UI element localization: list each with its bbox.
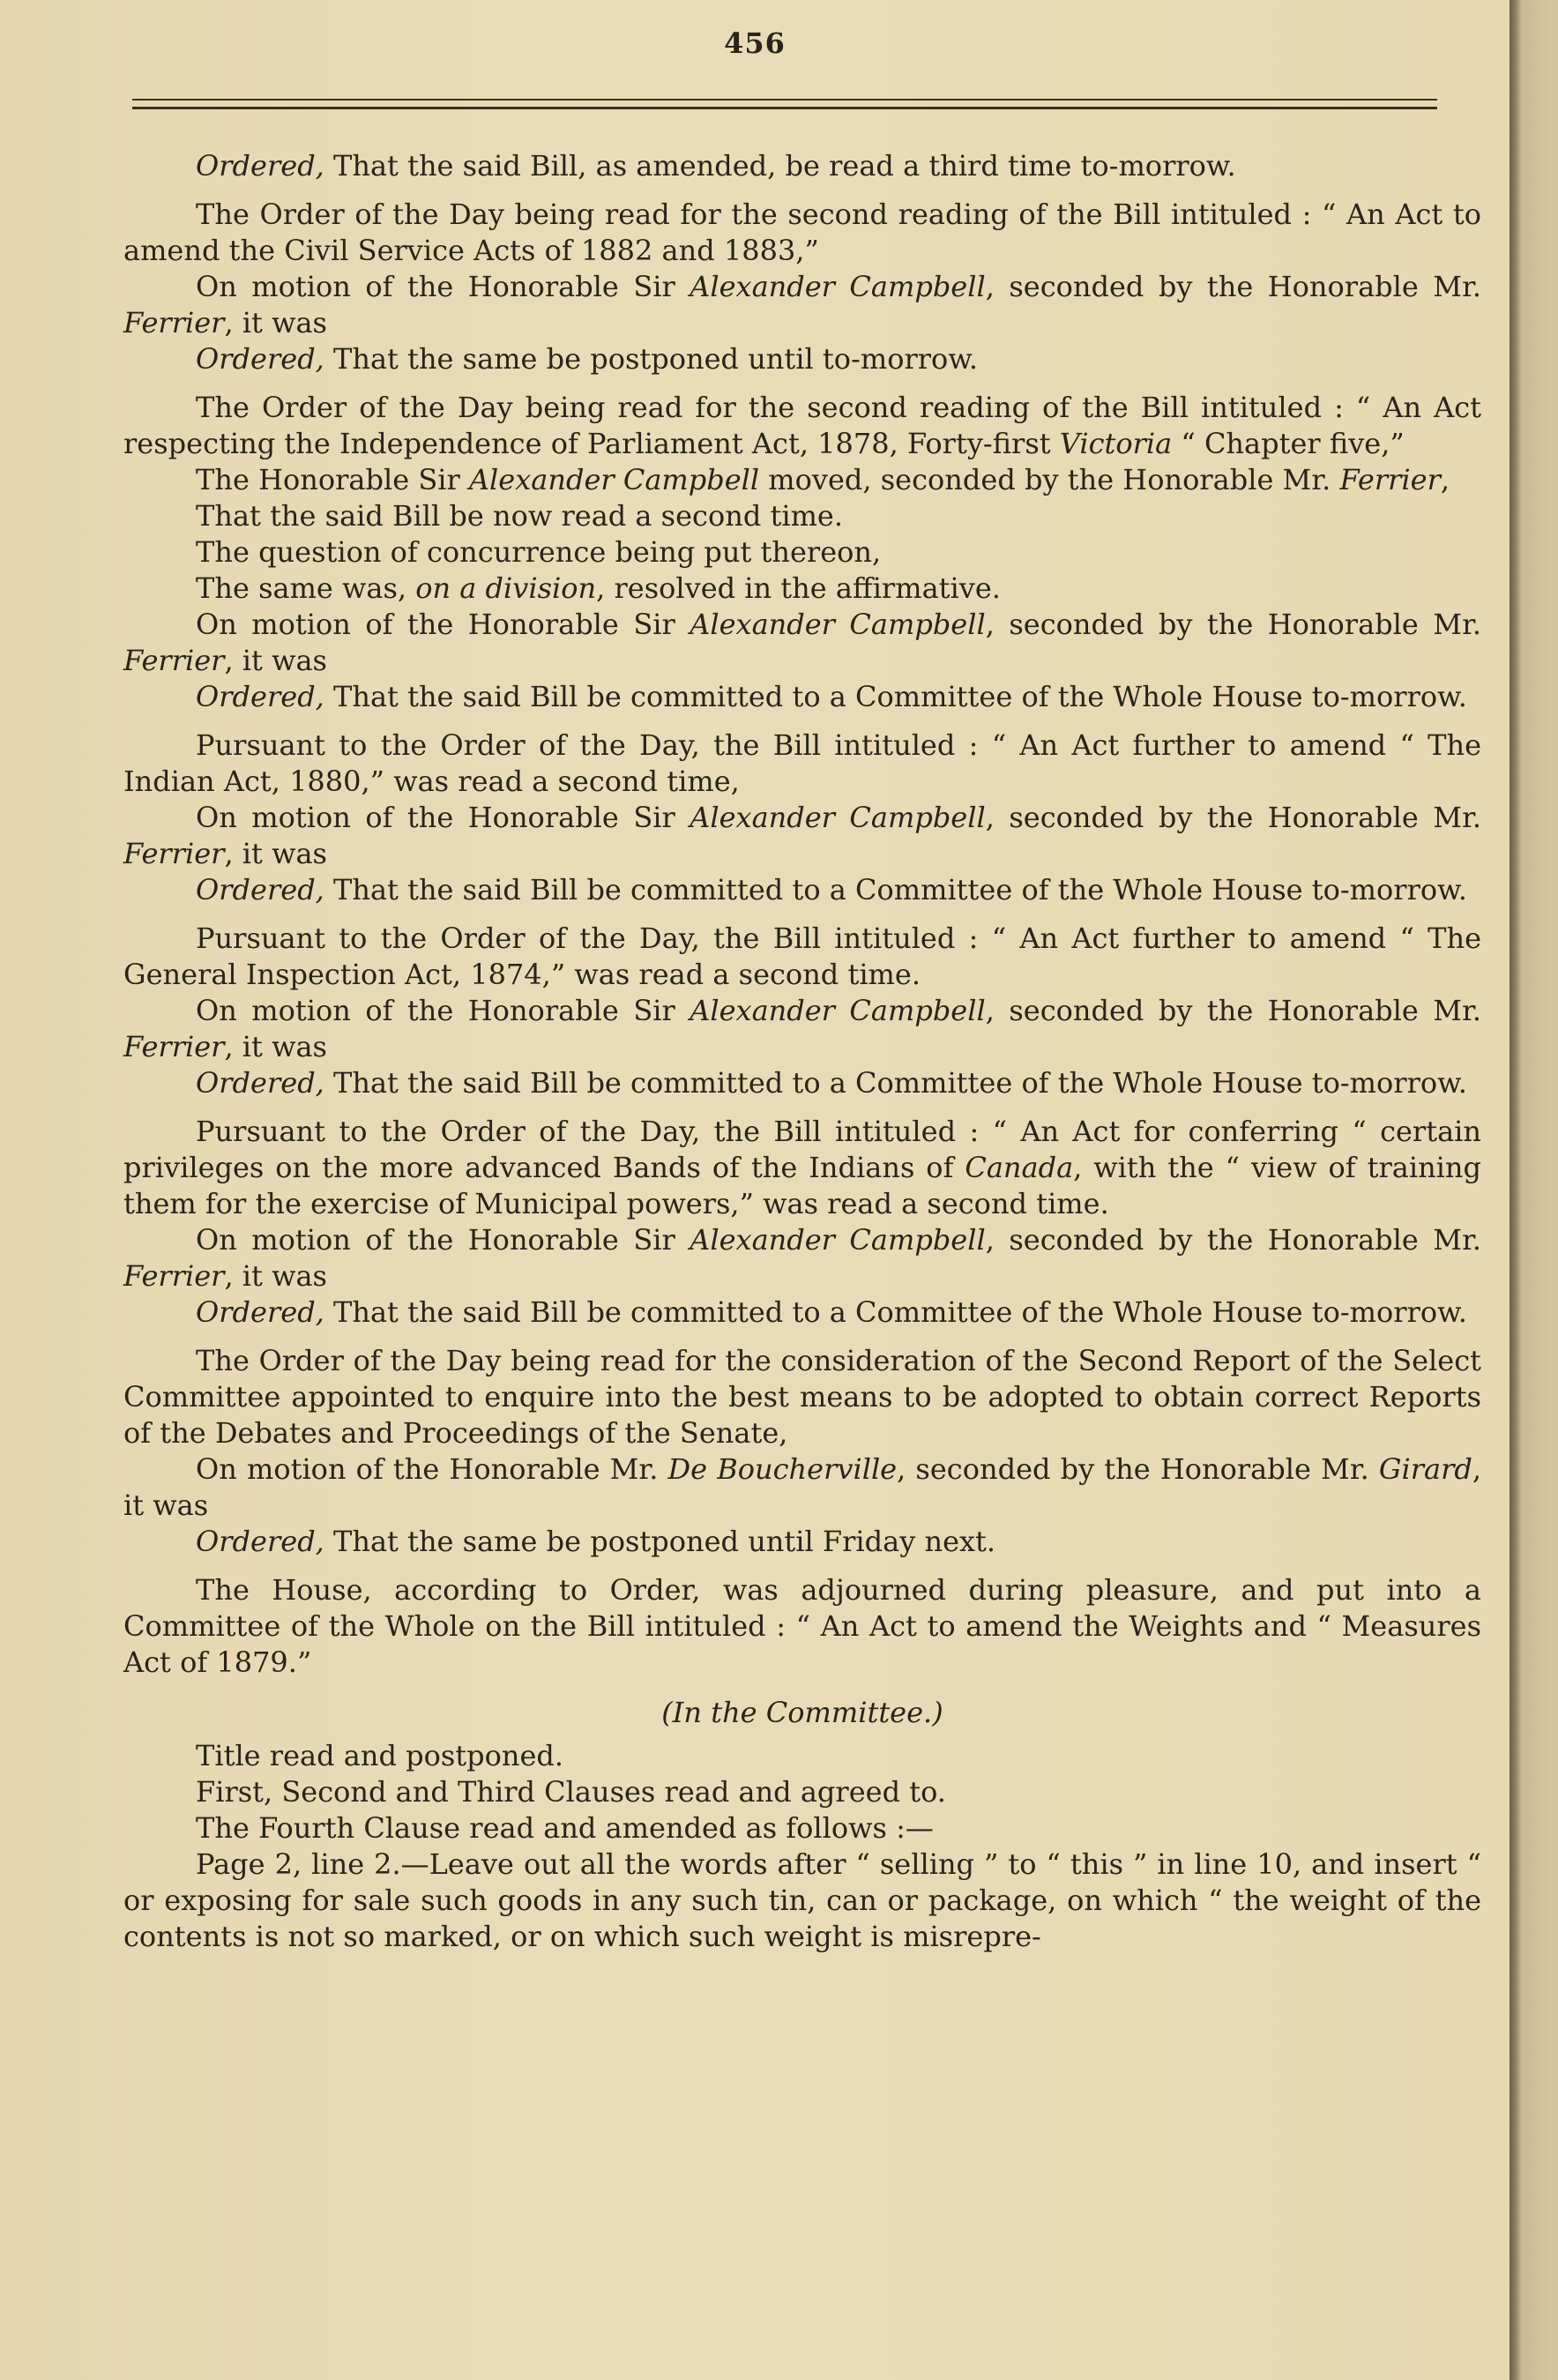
- header-rule-top: [132, 99, 1437, 101]
- paragraph: Ordered, That the said Bill be committed to a Committee of the Whole House to-morrow.: [196, 873, 1467, 906]
- page-binding-edge: [1510, 0, 1558, 2380]
- paragraph: The question of concurrence being put thereon,: [196, 535, 882, 569]
- paragraph: The Fourth Clause read and amended as follows :—: [196, 1811, 934, 1845]
- paragraph: Page 2, line 2.—Leave out all the words after “ selling ” to “ this ” in line 10, and insert “ or exposing for sale such goods in any such tin, can or package, on which “ the weight of the contents is not so marked, or on which such weight is misrepre-: [123, 1847, 1481, 1953]
- paragraph: Ordered, That the said Bill be committed to a Committee of the Whole House to-morrow.: [196, 680, 1467, 713]
- paragraph: Ordered, That the said Bill be committed to a Committee of the Whole House to-morrow.: [196, 1295, 1467, 1329]
- paragraph: On motion of the Honorable Mr. De Boucherville, seconded by the Honorable Mr. Girard, it was: [123, 1452, 1482, 1522]
- paragraph: That the said Bill be now read a second time.: [196, 499, 844, 533]
- paragraph: Pursuant to the Order of the Day, the Bill intituled : “ An Act further to amend “ The General Inspection Act, 1874,” was read a second time.: [123, 921, 1481, 991]
- paragraph: The Order of the Day being read for the consideration of the Second Report of the Select Committee appointed to enquire into the best means to be adopted to obtain correct Reports of the Debates and Proceedings of the Senate,: [123, 1344, 1481, 1450]
- paragraph: On motion of the Honorable Sir Alexander Campbell, seconded by the Honorable Mr. Ferrier, it was: [123, 608, 1482, 677]
- paragraph: On motion of the Honorable Sir Alexander Campbell, seconded by the Honorable Mr. Ferrier, it was: [123, 801, 1482, 870]
- paragraph: Pursuant to the Order of the Day, the Bill intituled : “ An Act further to amend “ The Indian Act, 1880,” was read a second time,: [123, 728, 1481, 798]
- paragraph: On motion of the Honorable Sir Alexander Campbell, seconded by the Honorable Mr. Ferrier, it was: [123, 1223, 1482, 1293]
- paragraph: The Order of the Day being read for the second reading of the Bill intituled : “ An Act respecting the Independence of Parliament Act, 1878, Forty-first Victoria “ Chapter five,”: [123, 391, 1481, 460]
- paragraph: Pursuant to the Order of the Day, the Bill intituled : “ An Act for conferring “ certain privileges on the more advanced Bands of the Indians of Canada, with the “ view of training them for the exercise of Municipal powers,” was read a second time.: [123, 1115, 1482, 1220]
- page-number: 456: [724, 26, 786, 60]
- paragraph: On motion of the Honorable Sir Alexander Campbell, seconded by the Honorable Mr. Ferrier, it was: [123, 270, 1482, 339]
- paragraph: Ordered, That the same be postponed until Friday next.: [196, 1525, 996, 1558]
- paragraph: Ordered, That the said Bill be committed to a Committee of the Whole House to-morrow.: [196, 1066, 1467, 1100]
- journal-text: [123, 148, 1481, 1955]
- header-rule-bottom: [132, 107, 1437, 109]
- paragraph: First, Second and Third Clauses read and agreed to.: [196, 1775, 946, 1809]
- paragraph: The same was, on a division, resolved in the affirmative.: [196, 571, 1001, 605]
- paragraph: The Order of the Day being read for the second reading of the Bill intituled : “ An Act to amend the Civil Service Acts of 1882 and 1883,”: [123, 198, 1481, 267]
- committee-heading: (In the Committee.): [661, 1696, 943, 1729]
- paragraph: On motion of the Honorable Sir Alexander Campbell, seconded by the Honorable Mr. Ferrier, it was: [123, 994, 1482, 1063]
- paragraph: Ordered, That the same be postponed until to-morrow.: [196, 342, 979, 376]
- paragraph: Ordered, That the said Bill, as amended, be read a third time to-morrow.: [196, 149, 1236, 183]
- paragraph: The Honorable Sir Alexander Campbell moved, seconded by the Honorable Mr. Ferrier,: [196, 463, 1450, 496]
- paragraph: Title read and postponed.: [196, 1739, 564, 1772]
- paragraph: The House, according to Order, was adjourned during pleasure, and put into a Committee of the Whole on the Bill intituled : “ An Act to amend the Weights and “ Measures Act of 1879.”: [123, 1573, 1481, 1679]
